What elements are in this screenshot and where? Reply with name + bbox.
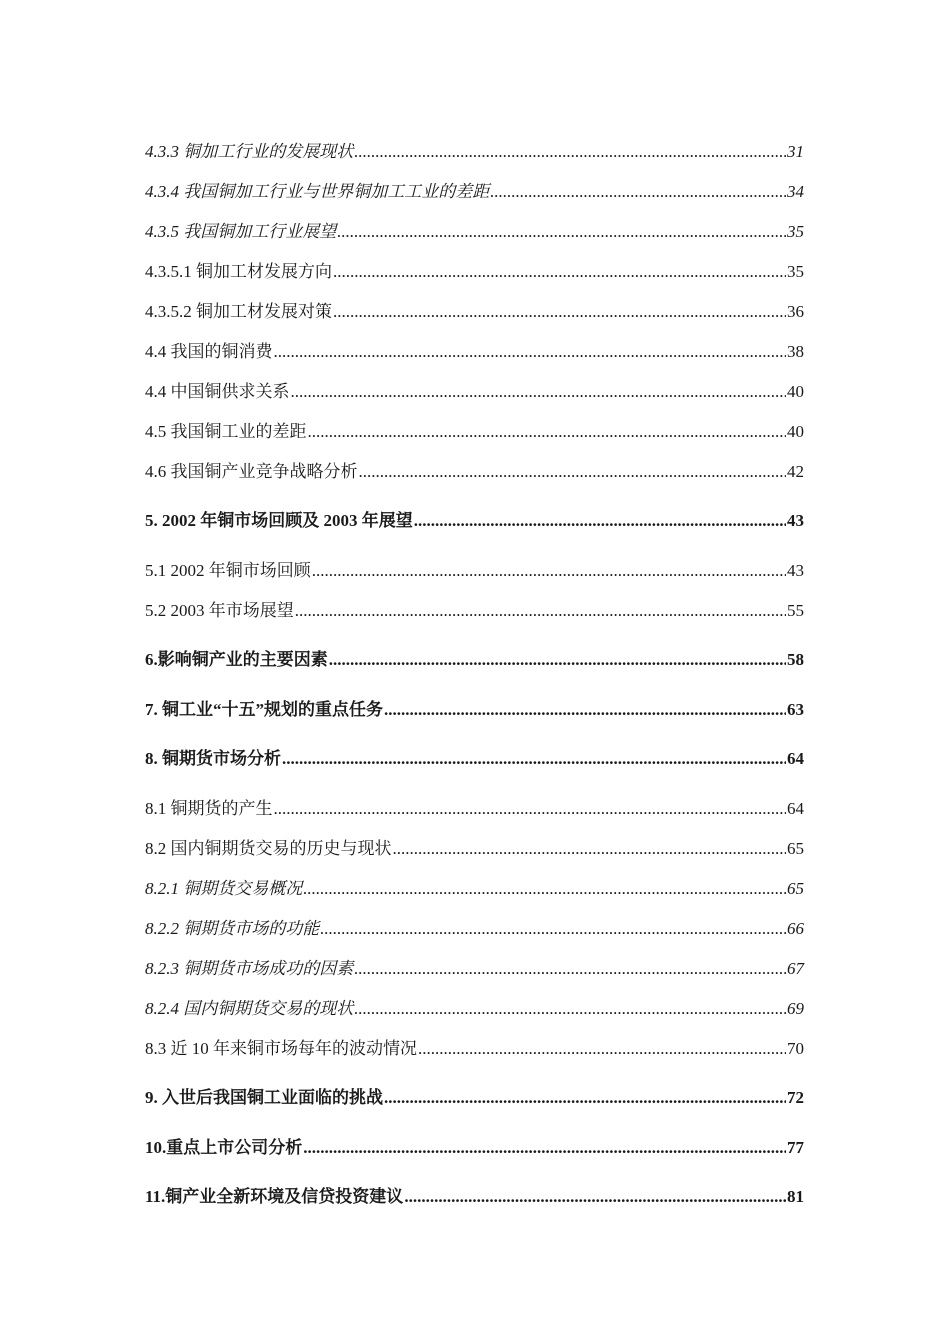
toc-entry-title: 5.2 2003 年市场展望 xyxy=(145,600,294,620)
toc-chapter[interactable] xyxy=(145,747,804,797)
toc-entry-page: 64 xyxy=(787,798,804,818)
toc-entry-page: 65 xyxy=(787,878,804,898)
toc-entry[interactable] xyxy=(145,300,804,340)
toc-chapter-page: 64 xyxy=(787,749,804,768)
leader-dots xyxy=(333,300,786,324)
toc-entry[interactable] xyxy=(145,877,804,917)
toc-entry-page: 43 xyxy=(787,560,804,580)
toc-entry-title: 8.2.2 铜期货市场的功能 xyxy=(145,918,320,938)
leader-dots xyxy=(312,559,786,583)
toc-entry-title: 4.4 我国的铜消费 xyxy=(145,342,273,361)
leader-dots xyxy=(354,997,786,1021)
toc-entry[interactable] xyxy=(145,180,804,220)
toc-entry[interactable] xyxy=(145,917,804,957)
toc-entry-title: 4.3.3 铜加工行业的发展现状 xyxy=(145,142,354,161)
toc-chapter-title: 10.重点上市公司分析 xyxy=(145,1137,303,1157)
toc-entry-page: 66 xyxy=(787,918,804,938)
leader-dots xyxy=(404,1185,786,1209)
toc-entry-page: 40 xyxy=(787,382,804,401)
leader-dots xyxy=(308,420,787,444)
toc-entry[interactable] xyxy=(145,380,804,420)
toc-entry[interactable] xyxy=(145,420,804,460)
toc-entry-title: 8.3 近 10 年来铜市场每年的波动情况 xyxy=(145,1038,417,1058)
leader-dots xyxy=(384,1086,786,1110)
toc-entry-title: 4.3.5.1 铜加工材发展方向 xyxy=(145,262,332,281)
toc-entry-title: 4.4 中国铜供求关系 xyxy=(145,382,290,401)
toc-entry-title: 4.3.5.2 铜加工材发展对策 xyxy=(145,302,332,321)
toc-entry-title: 8.1 铜期货的产生 xyxy=(145,798,273,818)
toc-entry-title: 4.3.5 我国铜加工行业展望 xyxy=(145,222,337,241)
toc-entry[interactable] xyxy=(145,837,804,877)
toc-chapter-title: 7. 铜工业“十五”规划的重点任务 xyxy=(145,699,383,719)
toc-chapter-title: 9. 入世后我国铜工业面临的挑战 xyxy=(145,1088,383,1107)
leader-dots xyxy=(354,957,786,981)
toc-entry[interactable] xyxy=(145,559,804,599)
toc-chapter-title: 6.影响铜产业的主要因素 xyxy=(145,650,328,669)
leader-dots xyxy=(291,380,787,404)
leader-dots xyxy=(274,340,787,364)
leader-dots xyxy=(295,599,786,623)
leader-dots xyxy=(329,648,786,672)
toc-entry-title: 5.1 2002 年铜市场回顾 xyxy=(145,560,311,580)
leader-dots xyxy=(393,837,787,861)
toc-chapter-page: 81 xyxy=(787,1187,804,1206)
leader-dots xyxy=(303,1136,786,1160)
toc-entry-page: 67 xyxy=(787,958,804,978)
toc-entry-title: 4.3.4 我国铜加工行业与世界铜加工工业的差距 xyxy=(145,182,490,201)
leader-dots xyxy=(333,260,786,284)
toc-entry-page: 34 xyxy=(787,182,804,201)
toc-entry-title: 8.2.3 铜期货市场成功的因素 xyxy=(145,958,354,978)
toc-chapter-title: 5. 2002 年铜市场回顾及 2003 年展望 xyxy=(145,511,413,530)
toc-entry-page: 38 xyxy=(787,342,804,361)
toc-entry[interactable] xyxy=(145,340,804,380)
toc-entry-title: 4.6 我国铜产业竞争战略分析 xyxy=(145,462,358,481)
leader-dots xyxy=(414,509,786,533)
toc-entry-page: 42 xyxy=(787,462,804,481)
toc-entry-page: 70 xyxy=(787,1038,804,1058)
toc-chapter-page: 43 xyxy=(787,511,804,530)
toc-entry[interactable] xyxy=(145,997,804,1037)
leader-dots xyxy=(359,460,787,484)
toc-entry-page: 69 xyxy=(787,998,804,1018)
toc-entry-title: 4.5 我国铜工业的差距 xyxy=(145,422,307,441)
toc-entry-page: 36 xyxy=(787,302,804,321)
leader-dots xyxy=(320,917,786,941)
toc-entry[interactable] xyxy=(145,220,804,260)
toc-chapter-page: 63 xyxy=(787,699,804,719)
toc-chapter-page: 77 xyxy=(787,1137,804,1157)
toc-chapter[interactable] xyxy=(145,1185,804,1235)
toc-chapter[interactable] xyxy=(145,1086,804,1136)
toc-entry[interactable] xyxy=(145,260,804,300)
toc-entry-page: 35 xyxy=(787,222,804,241)
toc-chapter-title: 8. 铜期货市场分析 xyxy=(145,749,281,768)
leader-dots xyxy=(384,698,786,722)
toc-entry-title: 8.2.4 国内铜期货交易的现状 xyxy=(145,998,354,1018)
toc-entry-page: 31 xyxy=(787,142,804,161)
toc-chapter[interactable] xyxy=(145,1136,804,1186)
leader-dots xyxy=(490,180,786,204)
toc-entry-title: 8.2 国内铜期货交易的历史与现状 xyxy=(145,838,392,858)
toc-entry[interactable] xyxy=(145,460,804,500)
leader-dots xyxy=(418,1037,786,1061)
leader-dots xyxy=(337,220,786,244)
toc-chapter[interactable] xyxy=(145,509,804,559)
toc-entry[interactable] xyxy=(145,140,804,180)
table-of-contents xyxy=(145,140,804,1235)
leader-dots xyxy=(303,877,786,901)
toc-entry[interactable] xyxy=(145,797,804,837)
toc-chapter-title: 11.铜产业全新环境及信贷投资建议 xyxy=(145,1187,404,1206)
toc-entry-page: 55 xyxy=(787,600,804,620)
leader-dots xyxy=(282,747,786,771)
toc-entry-page: 40 xyxy=(787,422,804,441)
toc-entry[interactable] xyxy=(145,599,804,649)
toc-entry[interactable] xyxy=(145,957,804,997)
toc-chapter-page: 58 xyxy=(787,650,804,669)
toc-entry-page: 35 xyxy=(787,262,804,281)
toc-chapter-page: 72 xyxy=(787,1088,804,1107)
toc-chapter[interactable] xyxy=(145,648,804,698)
toc-entry-title: 8.2.1 铜期货交易概况 xyxy=(145,878,303,898)
toc-chapter[interactable] xyxy=(145,698,804,748)
leader-dots xyxy=(354,140,786,164)
toc-entry[interactable] xyxy=(145,1037,804,1087)
toc-entry-page: 65 xyxy=(787,838,804,858)
leader-dots xyxy=(274,797,787,821)
